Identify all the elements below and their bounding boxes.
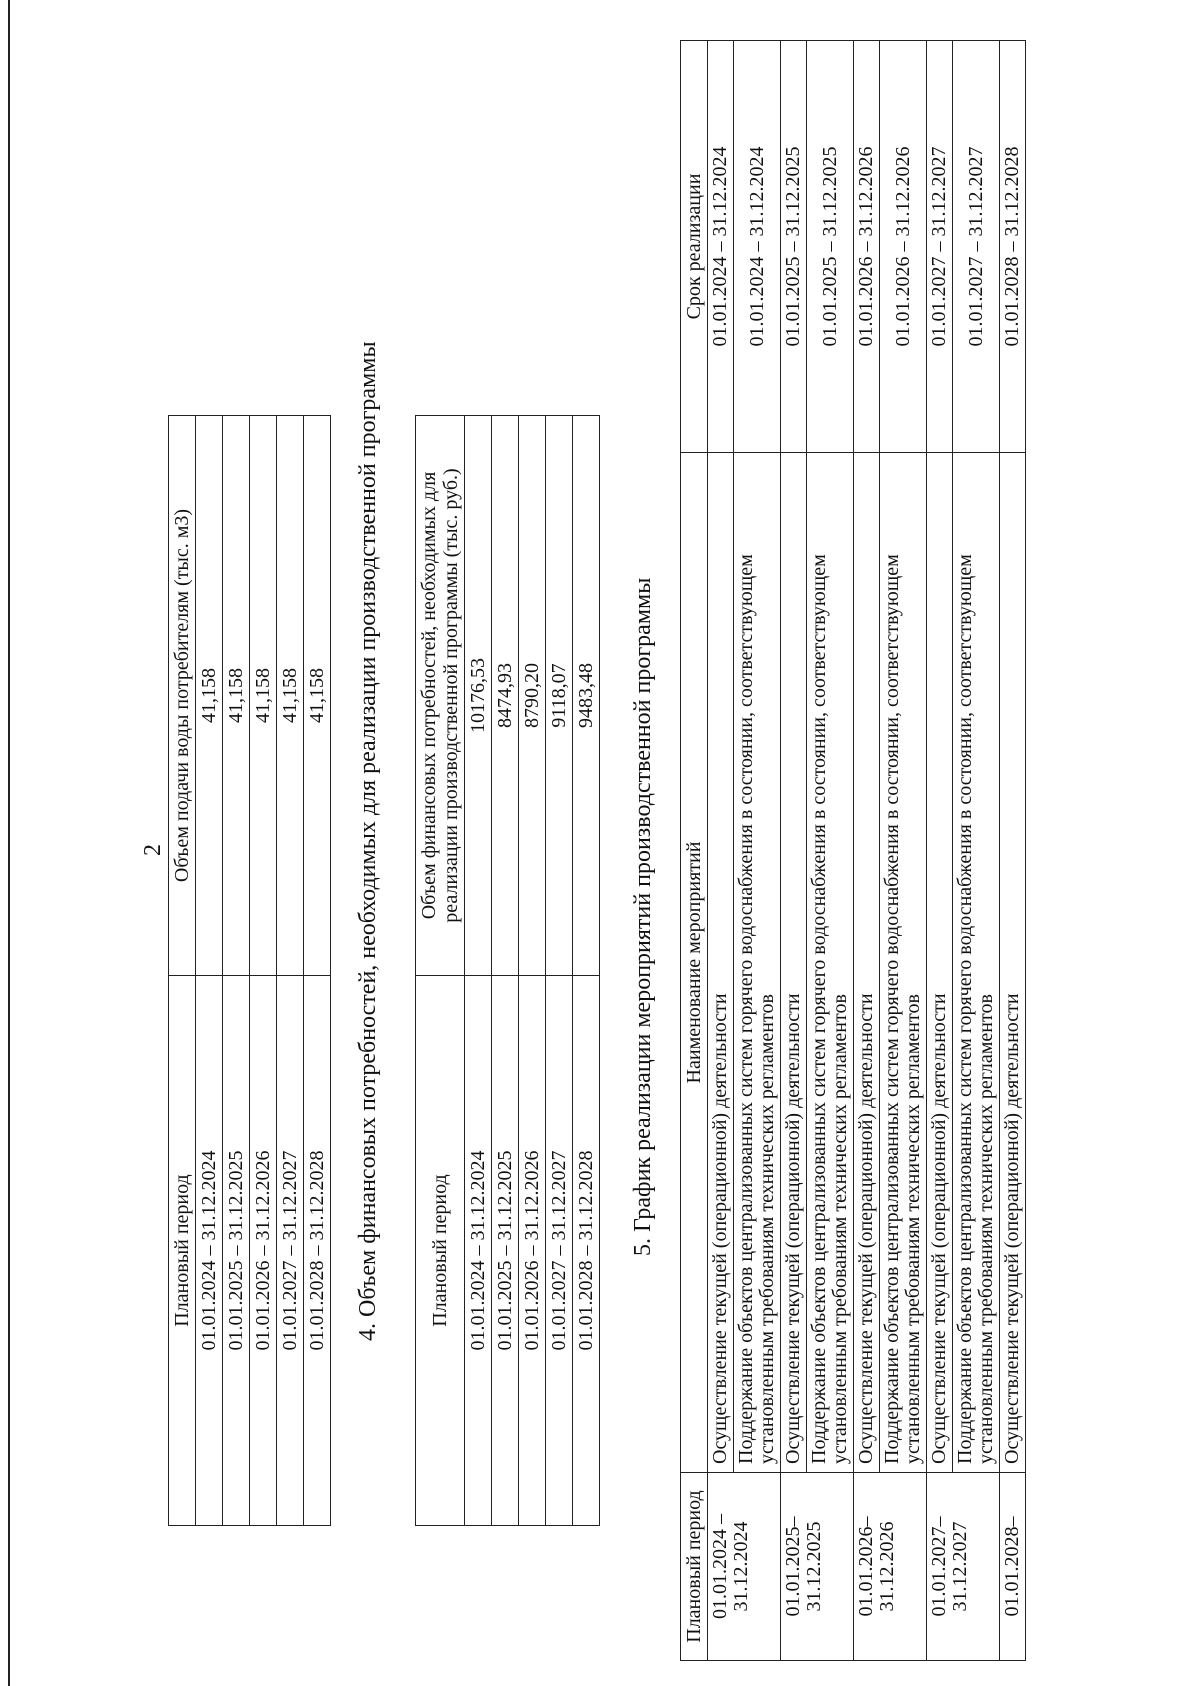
schedule-table [680,40,1026,1661]
table-header-row [169,416,196,1526]
water-volume-table [168,415,331,1526]
activity-cell: Поддержание объектов централизованных систем горячего водоснабжения в состоянии, соответствующем установленным требованиям технических регламентов [953,453,1000,1473]
value-cell: 41,158 [196,416,223,976]
column-header: Объем подачи воды потребителям (тыс. м3) [169,416,196,976]
term-cell: 01.01.2027 – 31.12.2027 [953,41,1000,453]
term-cell: 01.01.2025 – 31.12.2025 [781,41,807,453]
column-header: Плановый период [169,976,196,1526]
section-4-title: 4. Объем финансовых потребностей, необходимых для реализации производственной программы [355,341,381,1341]
table-row [953,41,1000,1661]
activity-cell: Осуществление текущей (операционной) деятельности [927,453,953,1473]
period-cell: 01.01.2024 – 31.12.2024 [708,1473,781,1661]
period-cell: 01.01.2027 – 31.12.2027 [277,976,304,1526]
table-row [492,416,519,1526]
table-row [223,416,250,1526]
page-number: 2 [140,844,166,856]
activity-cell: Поддержание объектов централизованных систем горячего водоснабжения в состоянии, соответствующем установленным требованиям технических регламентов [734,453,781,1473]
value-cell: 8790,20 [519,416,546,976]
term-cell: 01.01.2026 – 31.12.2026 [854,41,880,453]
period-cell: 01.01.2025 – 31.12.2025 [492,976,519,1526]
table-row [573,416,600,1526]
period-cell: 01.01.2026– 31.12.2026 [854,1473,927,1661]
table-row [708,41,734,1661]
section-5-title: 5. График реализации мероприятий производственной программы [630,577,656,1256]
table-row [880,41,927,1661]
term-cell: 01.01.2024 – 31.12.2024 [708,41,734,453]
period-cell: 01.01.2026 – 31.12.2026 [250,976,277,1526]
value-cell: 41,158 [304,416,331,976]
value-cell: 8474,93 [492,416,519,976]
financial-needs-table [415,415,600,1526]
term-cell: 01.01.2028 – 31.12.2028 [1000,41,1026,453]
period-cell: 01.01.2028 – 31.12.2028 [573,976,600,1526]
activity-cell: Поддержание объектов централизованных систем горячего водоснабжения в состоянии, соответствующем установленным требованиям технических регламентов [880,453,927,1473]
value-cell: 41,158 [277,416,304,976]
table-row [734,41,781,1661]
table-row [304,416,331,1526]
value-cell: 9118,07 [546,416,573,976]
value-cell: 9483,48 [573,416,600,976]
term-cell: 01.01.2027 – 31.12.2027 [927,41,953,453]
table-row [196,416,223,1526]
activity-cell: Осуществление текущей (операционной) деятельности [854,453,880,1473]
table-row [250,416,277,1526]
value-cell: 41,158 [223,416,250,976]
term-cell: 01.01.2026 – 31.12.2026 [880,41,927,453]
table-row [781,41,807,1661]
table-row [807,41,854,1661]
period-cell: 01.01.2025 – 31.12.2025 [223,976,250,1526]
table-row [854,41,880,1661]
column-header: Наименование мероприятий [681,453,708,1473]
table-row [1000,41,1026,1661]
activity-cell: Осуществление текущей (операционной) деятельности [1000,453,1026,1473]
table-row [465,416,492,1526]
period-cell: 01.01.2026 – 31.12.2026 [519,976,546,1526]
activity-cell: Осуществление текущей (операционной) деятельности [781,453,807,1473]
activity-cell: Поддержание объектов централизованных систем горячего водоснабжения в состоянии, соответствующем установленным требованиям технических регламентов [807,453,854,1473]
table-row [519,416,546,1526]
activity-cell: Осуществление текущей (операционной) деятельности [708,453,734,1473]
value-cell: 10176,53 [465,416,492,976]
period-cell: 01.01.2028– [1000,1473,1026,1661]
table-row [546,416,573,1526]
period-cell: 01.01.2027 – 31.12.2027 [546,976,573,1526]
period-cell: 01.01.2024 – 31.12.2024 [465,976,492,1526]
column-header: Плановый период [416,976,465,1526]
value-cell: 41,158 [250,416,277,976]
period-cell: 01.01.2028 – 31.12.2028 [304,976,331,1526]
table-header-row [681,41,708,1661]
table-header-row [416,416,465,1526]
term-cell: 01.01.2025 – 31.12.2025 [807,41,854,453]
period-cell: 01.01.2027– 31.12.2027 [927,1473,1000,1661]
period-cell: 01.01.2025– 31.12.2025 [781,1473,854,1661]
period-cell: 01.01.2024 – 31.12.2024 [196,976,223,1526]
term-cell: 01.01.2024 – 31.12.2024 [734,41,781,453]
column-header: Плановый период [681,1473,708,1661]
table-row [927,41,953,1661]
table-row [277,416,304,1526]
column-header: Объем финансовых потребностей, необходимых для реализации производственной программы (тыс. руб.) [416,416,465,976]
column-header: Срок реализации [681,41,708,453]
